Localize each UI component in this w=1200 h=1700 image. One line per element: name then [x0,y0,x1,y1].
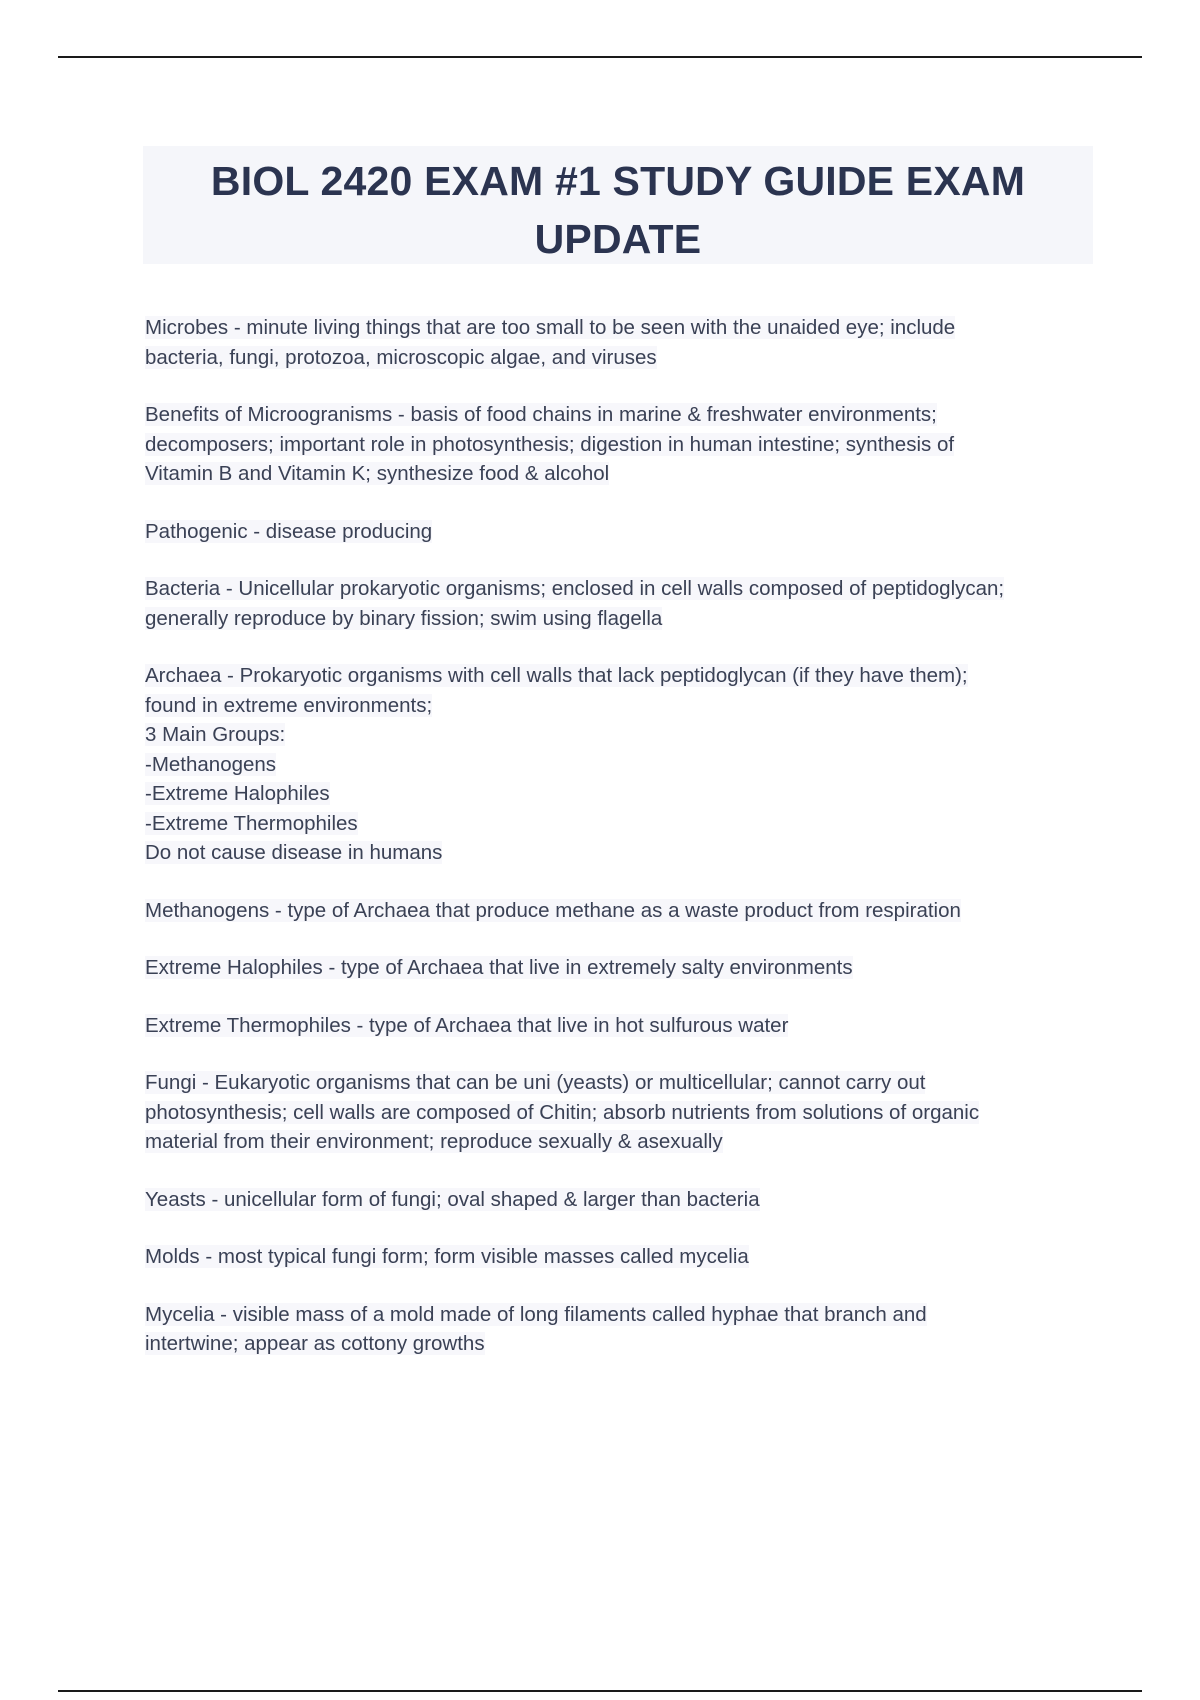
entry-line [145,720,1095,750]
glossary-entry [145,1011,1095,1041]
top-rule [58,56,1142,58]
entry-text: generally reproduce by binary fission; swim using flagella [145,606,663,630]
entry-line [145,1185,1095,1215]
glossary-entry [145,313,1095,372]
entry-line [145,779,1095,809]
entry-text: decomposers; important role in photosynthesis; digestion in human intestine; synthesis of [145,432,955,456]
entry-text: Microbes - minute living things that are too small to be seen with the unaided eye; include [145,316,956,339]
entry-text: Mycelia - visible mass of a mold made of long filaments called hyphae that branch and [145,1302,927,1326]
entry-text: Extreme Halophiles - type of Archaea that live in extremely salty environments [145,956,853,979]
entry-text: found in extreme environments; [145,693,433,717]
entry-line [145,809,1095,839]
entry-line [145,343,1095,373]
entry-text: Yeasts - unicellular form of fungi; oval shaped & larger than bacteria [145,1187,760,1211]
entry-line [145,313,1095,343]
entry-line [145,1011,1095,1041]
entry-line [145,517,1095,547]
entry-text: Fungi - Eukaryotic organisms that can be uni (yeasts) or multicellular; cannot carry out [145,1071,926,1094]
title-banner [143,146,1093,264]
entry-line [145,1300,1095,1330]
entry-text: Molds - most typical fungi form; form visible masses called mycelia [145,1245,749,1268]
entry-text: -Methanogens [145,752,277,776]
entry-line [145,400,1095,430]
entry-text: bacteria, fungi, protozoa, microscopic algae, and viruses [145,345,657,369]
entry-text: material from their environment; reproduce sexually & asexually [145,1130,723,1153]
glossary-entry [145,1300,1095,1359]
title-line-2: UPDATE [534,216,702,262]
entry-line [145,430,1095,460]
entry-line [145,1127,1095,1157]
entry-text: 3 Main Groups: [145,723,286,746]
glossary-entry [145,574,1095,633]
entry-line [145,574,1095,604]
entry-text: Do not cause disease in humans [145,841,443,864]
glossary-entry [145,1242,1095,1272]
entry-line [145,1329,1095,1359]
entry-text: Pathogenic - disease producing [145,519,433,543]
entry-line [145,661,1095,691]
entry-line [145,1068,1095,1098]
entry-text: Vitamin B and Vitamin K; synthesize food & alcohol [145,462,610,485]
glossary-entry [145,400,1095,489]
entry-line [145,896,1095,926]
entry-text: Bacteria - Unicellular prokaryotic organisms; enclosed in cell walls composed of peptidoglycan; [145,577,1005,600]
entry-line [145,750,1095,780]
glossary-entry [145,953,1095,983]
entry-line [145,604,1095,634]
glossary-entry [145,661,1095,868]
entry-line [145,953,1095,983]
glossary-entry [145,1068,1095,1157]
entry-line [145,459,1095,489]
entry-line [145,1098,1095,1128]
glossary-entry [145,896,1095,926]
entry-text: intertwine; appear as cottony growths [145,1332,485,1355]
entry-text: Methanogens - type of Archaea that produce methane as a waste product from respiration [145,898,961,922]
entry-text: -Extreme Halophiles [145,782,330,805]
page-title [143,152,1093,268]
entry-line [145,1242,1095,1272]
entry-text: Archaea - Prokaryotic organisms with cell walls that lack peptidoglycan (if they have them); [145,664,968,687]
entry-text: photosynthesis; cell walls are composed of Chitin; absorb nutrients from solutions of organic [145,1100,980,1124]
entry-line [145,838,1095,868]
glossary-entry [145,1185,1095,1215]
entry-text: -Extreme Thermophiles [145,811,358,835]
title-line-1: BIOL 2420 EXAM #1 STUDY GUIDE EXAM [210,158,1026,204]
study-guide-body [145,313,1095,1387]
entry-text: Extreme Thermophiles - type of Archaea that live in hot sulfurous water [145,1013,789,1037]
bottom-rule [58,1690,1142,1692]
entry-text: Benefits of Microogranisms - basis of food chains in marine & freshwater environments; [145,403,937,426]
entry-line [145,691,1095,721]
glossary-entry [145,517,1095,547]
